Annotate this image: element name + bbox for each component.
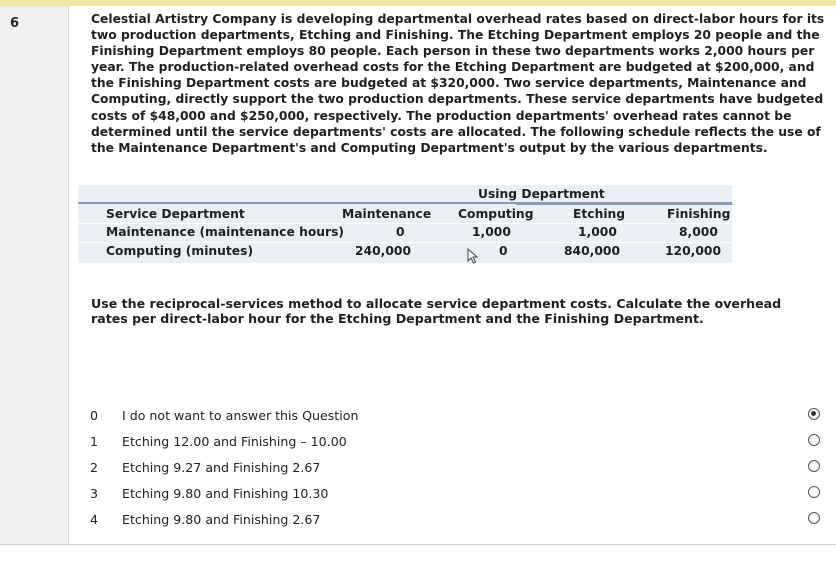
radio-button[interactable] (808, 434, 820, 446)
option-index: 2 (90, 460, 99, 475)
option-index: 0 (90, 408, 99, 423)
answer-option[interactable] (0, 404, 836, 430)
column-header-etching: Etching (573, 207, 626, 221)
top-accent-bar (0, 0, 836, 6)
radio-button[interactable] (808, 460, 820, 472)
column-header-maintenance: Maintenance (342, 207, 432, 221)
option-label[interactable]: Etching 12.00 and Finishing – 10.00 (122, 434, 347, 449)
row-label-maintenance: Maintenance (maintenance hours) (106, 225, 345, 239)
option-index: 1 (90, 434, 99, 449)
column-header-finishing: Finishing (667, 207, 731, 221)
option-index: 3 (90, 486, 99, 501)
option-index: 4 (90, 512, 99, 527)
column-header-service-department: Service Department (106, 207, 245, 221)
cell-computing-etching: 840,000 (564, 244, 621, 258)
option-label[interactable]: I do not want to answer this Question (122, 408, 359, 423)
radio-button-selected[interactable] (808, 408, 820, 420)
cell-maintenance-etching: 1,000 (578, 225, 617, 239)
option-label[interactable]: Etching 9.80 and Finishing 10.30 (122, 486, 329, 501)
answer-option[interactable] (0, 508, 836, 534)
cell-maintenance-maintenance: 0 (396, 225, 405, 239)
answer-option[interactable] (0, 456, 836, 482)
radio-button[interactable] (808, 486, 820, 498)
column-header-computing: Computing (458, 207, 534, 221)
answer-option[interactable] (0, 482, 836, 508)
option-label[interactable]: Etching 9.27 and Finishing 2.67 (122, 460, 321, 475)
group-header-divider (516, 204, 733, 205)
question-prompt: Celestial Artistry Company is developing departmental overhead rates based on direct-labor hours for its two production departments, Etching and Finishing. The Etching Department employs 20 people and the Finishing Department employs 80 people. Each person in these two departments works 2,000 hours per year. The production-related overhead costs for the Etching Department are budgeted at $200,000, and the Finishing Department costs are budgeted at $320,000. Two service departments, Maintenance and Computing, directly support the two production departments. These service departments have budgeted costs of $48,000 and $250,000, respectively. The production departments' overhead rates cannot be determined until the service departments' costs are allocated. The following schedule reflects the use of the Maintenance Department's and Computing Department's output by the various departments. (91, 12, 825, 155)
using-department-header: Using Department (478, 187, 605, 201)
option-label[interactable]: Etching 9.80 and Finishing 2.67 (122, 512, 321, 527)
service-usage-table (78, 185, 732, 263)
header-rule (78, 202, 732, 204)
bottom-divider (0, 544, 836, 545)
cell-maintenance-computing: 1,000 (472, 225, 511, 239)
question-instruction: Use the reciprocal-services method to allocate service department costs. Calculate the overhead rates per direct-labor hour for the Etching Department and the Finishing Department. (91, 296, 782, 326)
cell-computing-finishing: 120,000 (665, 244, 722, 258)
cell-computing-maintenance: 240,000 (355, 244, 412, 258)
cell-computing-computing: 0 (499, 244, 508, 258)
radio-button[interactable] (808, 512, 820, 524)
mouse-pointer-icon (467, 248, 479, 264)
answer-option[interactable] (0, 430, 836, 456)
question-number: 6 (10, 16, 20, 31)
cell-maintenance-finishing: 8,000 (679, 225, 718, 239)
row-divider (78, 242, 732, 243)
row-divider (78, 223, 732, 224)
row-label-computing: Computing (minutes) (106, 244, 254, 258)
